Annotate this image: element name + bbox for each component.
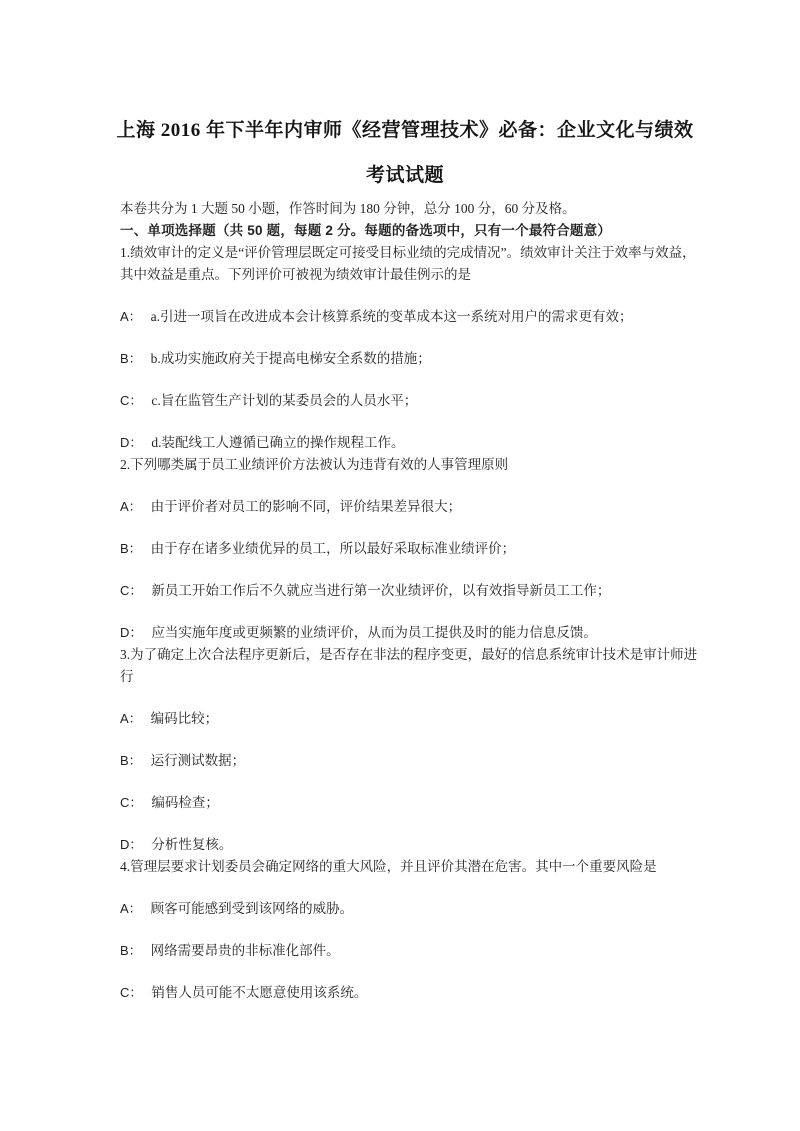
option-text: 由于评价者对员工的影响不同，评价结果差异很大； [150, 499, 462, 514]
option-text: b.成功实施政府关于提高电梯安全系数的措施； [150, 351, 431, 366]
option-label: B： [120, 753, 142, 768]
option-row [120, 348, 700, 370]
option-row [120, 432, 700, 454]
option-row [120, 390, 700, 412]
option-row [120, 306, 700, 328]
option-label: B： [120, 351, 142, 366]
question-1 [120, 242, 700, 454]
option-label: C： [120, 583, 143, 598]
option-label: B： [120, 943, 142, 958]
question-3 [120, 644, 700, 856]
option-label: B： [120, 541, 142, 556]
option-text: a.引进一项旨在改进成本会计核算系统的变革成本这一系统对用户的需求更有效； [150, 309, 633, 324]
option-label: C： [120, 393, 143, 408]
option-text: c.旨在监管生产计划的某委员会的人员水平； [151, 393, 418, 408]
option-label: A： [120, 711, 142, 726]
option-row [120, 750, 700, 772]
option-row [120, 580, 700, 602]
option-row [120, 496, 700, 518]
option-row [120, 834, 700, 856]
section-heading: 一、单项选择题（共 50 题，每题 2 分。每题的备选项中，只有一个最符合题意） [120, 223, 612, 238]
option-row [120, 622, 700, 644]
option-row [120, 940, 700, 962]
option-text: 顾客可能感到受到该网络的威胁。 [150, 901, 354, 916]
option-text: 新员工开始工作后不久就应当进行第一次业绩评价，以有效指导新员工工作； [151, 583, 611, 598]
option-label: D： [120, 625, 143, 640]
question-stem: 1.绩效审计的定义是“评价管理层既定可接受目标业绩的完成情况”。绩效审计关注于效率与效益，其中效益是重点。下列评价可被视为绩效审计最佳例示的是 [120, 245, 696, 282]
option-row [120, 982, 700, 1004]
question-2 [120, 454, 700, 644]
option-text: 销售人员可能不太愿意使用该系统。 [151, 985, 368, 1000]
option-label: A： [120, 901, 142, 916]
option-text: 编码比较； [150, 711, 219, 726]
option-text: 运行测试数据； [150, 753, 246, 768]
doc-title [110, 108, 700, 198]
exam-meta-line: 本卷共分为 1 大题 50 小题，作答时间为 180 分钟，总分 100 分，60 分及格。 [120, 201, 576, 216]
option-row [120, 708, 700, 730]
question-stem: 2.下列哪类属于员工业绩评价方法被认为违背有效的人事管理原则 [120, 457, 509, 472]
option-row [120, 898, 700, 920]
doc-title-line-2: 考试试题 [365, 165, 444, 186]
option-label: C： [120, 795, 143, 810]
option-row [120, 792, 700, 814]
option-label: C： [120, 985, 143, 1000]
option-label: D： [120, 435, 143, 450]
question-stem: 3.为了确定上次合法程序更新后，是否存在非法的程序变更，最好的信息系统审计技术是审计师进行 [120, 647, 698, 684]
option-text: 编码检查； [151, 795, 219, 810]
option-row [120, 538, 700, 560]
option-text: 网络需要昂贵的非标准化部件。 [150, 943, 340, 958]
option-label: A： [120, 309, 142, 324]
option-text: 由于存在诸多业绩优异的员工，所以最好采取标准业绩评价； [150, 541, 516, 556]
doc-title-line-1: 上海 2016 年下半年内审师《经营管理技术》必备：企业文化与绩效 [116, 120, 694, 141]
option-label: D： [120, 837, 143, 852]
option-text: 应当实施年度或更频繁的业绩评价，从而为员工提供及时的能力信息反馈。 [151, 625, 597, 640]
question-4 [120, 856, 700, 1004]
option-label: A： [120, 499, 142, 514]
option-text: 分析性复核。 [151, 837, 233, 852]
option-text: d.装配线工人遵循已确立的操作规程工作。 [151, 435, 405, 450]
question-stem: 4.管理层要求计划委员会确定网络的重大风险，并且评价其潜在危害。其中一个重要风险是 [120, 859, 657, 874]
